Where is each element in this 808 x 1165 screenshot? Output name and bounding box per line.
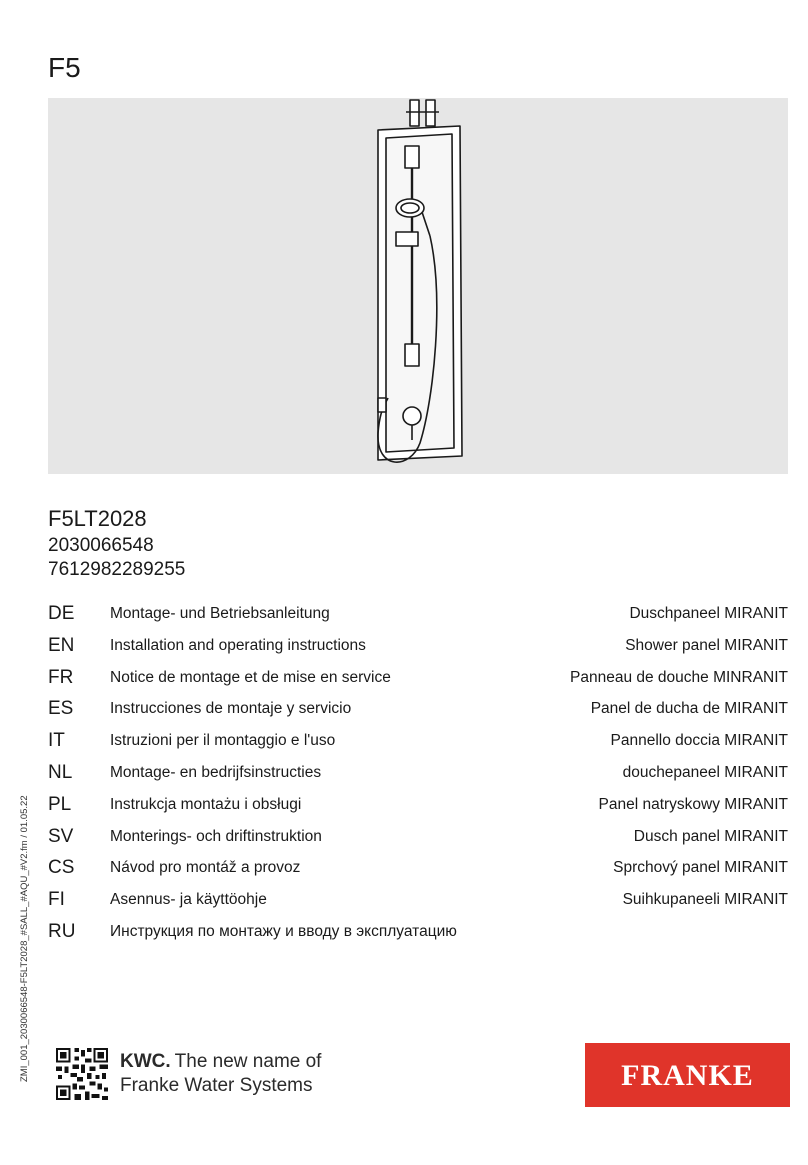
instruction-title: Montage- en bedrijfsinstructies [110,763,322,781]
language-row-sv [48,826,788,858]
kwc-tagline [120,1050,321,1098]
language-row-cs [48,857,788,889]
instruction-title: Monterings- och driftinstruktion [110,827,322,845]
instruction-title: Instrucciones de montaje y servicio [110,700,352,718]
language-row-de [48,603,788,635]
franke-logo-text: FRANKE [621,1059,754,1092]
instruction-title: Инструкция по монтажу и вводу в эксплуатацию [110,922,457,940]
kwc-brand: KWC. [120,1051,171,1072]
language-code: IT [48,730,65,752]
product-name: Duschpaneel MIRANIT [629,605,788,622]
language-row-en [48,635,788,667]
kwc-line2: Franke Water Systems [120,1075,313,1096]
language-row-es [48,698,788,730]
language-code: RU [48,920,76,942]
instruction-title: Návod pro montáž a provoz [110,859,301,877]
franke-logo [585,1043,790,1107]
product-name: Pannello doccia MIRANIT [610,732,788,750]
language-code: ES [48,698,74,720]
language-code: NL [48,761,73,783]
article-number: 2030066548 [48,535,154,556]
instruction-title: Instrukcja montażu i obsługi [110,795,302,813]
language-row-fi [48,889,788,921]
product-name: Panel de ducha de MIRANIT [590,700,788,718]
product-code: F5LT2028 [48,506,147,531]
language-row-ru [48,921,788,953]
document-reference: ZMI_001_2030066548-F5LT2028_#SALL_#AQU_#V2.fm / 01.05.22 [19,795,30,1082]
language-row-fr [48,667,788,699]
language-row-it [48,730,788,762]
product-name: douchepaneel MIRANIT [622,763,788,781]
language-list [48,603,788,953]
language-code: DE [48,603,75,624]
instruction-title: Notice de montage et de mise en service [110,668,391,686]
language-code: SV [48,825,74,847]
ean-number: 7612982289255 [48,559,186,580]
language-code: EN [48,634,75,656]
instruction-title: Montage- und Betriebsanleitung [110,605,330,622]
instruction-title: Asennus- ja käyttöohje [110,891,267,909]
language-code: PL [48,793,72,815]
product-name: Shower panel MIRANIT [625,636,788,654]
language-code: CS [48,857,75,879]
product-name: Dusch panel MIRANIT [633,827,788,845]
product-name: Panneau de douche MINRANIT [570,668,788,686]
page-header-series: F5 [48,52,81,83]
language-row-nl [48,762,788,794]
language-code: FR [48,666,74,688]
qr-code-icon [56,1048,108,1100]
instruction-title: Installation and operating instructions [110,636,366,654]
kwc-line1: The new name of [174,1051,322,1072]
language-code: FI [48,889,65,911]
product-name: Panel natryskowy MIRANIT [598,795,788,813]
product-name: Sprchový panel MIRANIT [613,859,788,877]
product-name: Suihkupaneeli MIRANIT [622,891,788,909]
shower-panel-drawing [48,98,788,474]
language-row-pl [48,794,788,826]
product-illustration [48,98,788,474]
instruction-title: Istruzioni per il montaggio e l'uso [110,732,336,750]
